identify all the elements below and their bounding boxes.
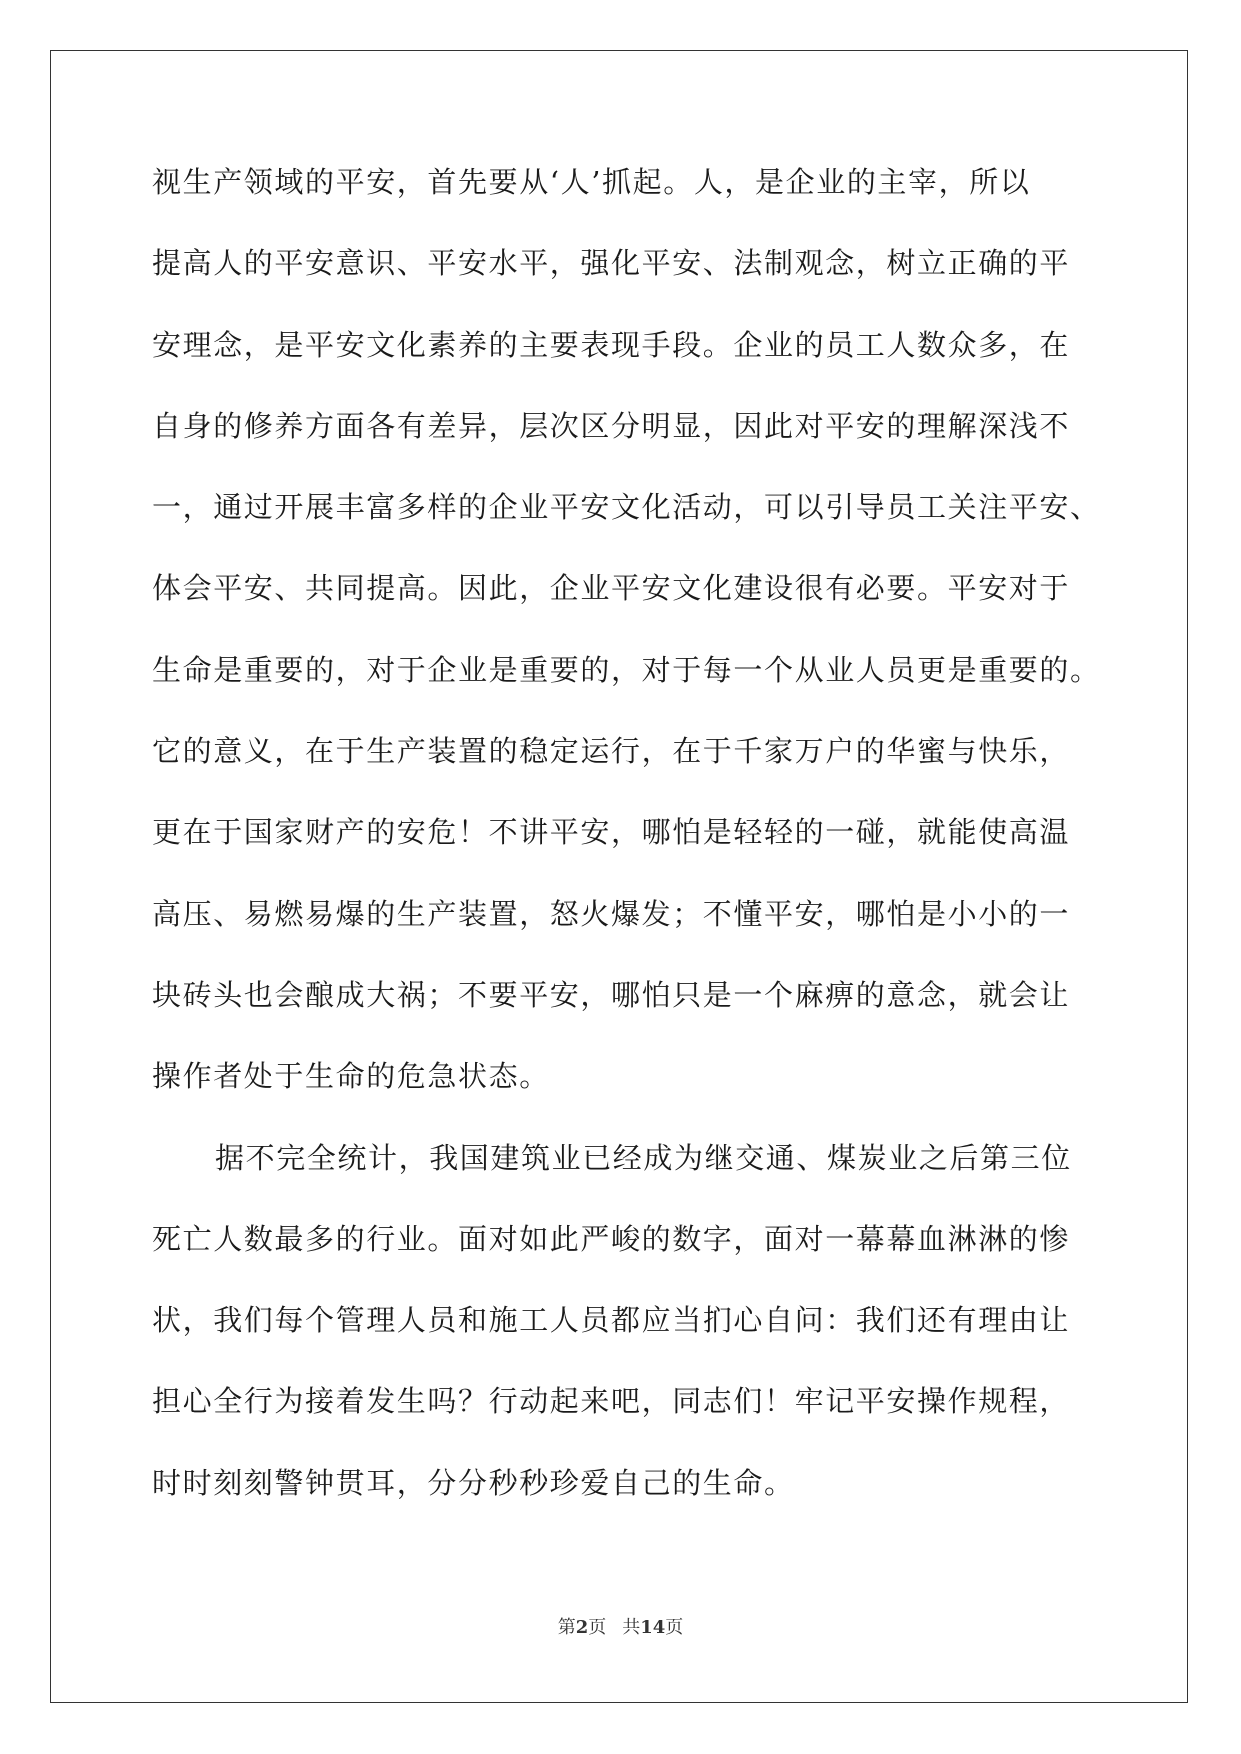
text-line: 状，我们每个管理人员和施工人员都应当扪心自问：我们还有理由让 bbox=[152, 1303, 1071, 1338]
text-line: 时时刻刻警钟贯耳，分分秒秒珍爱自己的生命。 bbox=[152, 1465, 795, 1500]
text-line: 体会平安、共同提高。因此，企业平安文化建设很有必要。平安对于 bbox=[152, 571, 1071, 606]
text-line: 块砖头也会酿成大祸；不要平安，哪怕只是一个麻痹的意念，就会让 bbox=[152, 977, 1071, 1012]
total-pages: 14 bbox=[640, 1617, 666, 1638]
text-line: 死亡人数最多的行业。面对如此严峻的数字，面对一幕幕血淋淋的惨 bbox=[152, 1221, 1071, 1256]
text-line: 安理念，是平安文化素养的主要表现手段。企业的员工人数众多，在 bbox=[152, 327, 1071, 362]
total-suffix: 页 bbox=[665, 1617, 684, 1638]
page-suffix: 页 bbox=[588, 1617, 607, 1638]
text-line: 一，通过开展丰富多样的企业平安文化活动，可以引导员工关注平安、 bbox=[152, 490, 1101, 525]
text-line: 提高人的平安意识、平安水平，强化平安、法制观念，树立正确的平 bbox=[152, 246, 1071, 281]
text-line: 它的意义，在于生产装置的稳定运行，在于千家万户的华蜜与快乐， bbox=[152, 734, 1071, 769]
text-line: 高压、易燃易爆的生产装置，怒火爆发；不懂平安，哪怕是小小的一 bbox=[152, 896, 1071, 931]
text-line: 担心全行为接着发生吗？行动起来吧，同志们！牢记平安操作规程， bbox=[152, 1384, 1071, 1419]
page-prefix: 第 bbox=[557, 1617, 576, 1638]
text-line: 自身的修养方面各有差异，层次区分明显，因此对平安的理解深浅不 bbox=[152, 408, 1071, 443]
text-line: 更在于国家财产的安危！不讲平安，哪怕是轻轻的一碰，就能使高温 bbox=[152, 815, 1071, 850]
document-body bbox=[152, 162, 1102, 1544]
text-line: 视生产领域的平安，首先要从‘人’抓起。人，是企业的主宰，所以 bbox=[152, 165, 1031, 199]
text-line: 操作者处于生命的危急状态。 bbox=[152, 1059, 550, 1094]
paragraph-start-line: 据不完全统计，我国建筑业已经成为继交通、煤炭业之后第三位 bbox=[215, 1140, 1072, 1175]
text-line: 生命是重要的，对于企业是重要的，对于每一个从业人员更是重要的。 bbox=[152, 652, 1101, 687]
page-number: 2 bbox=[575, 1617, 589, 1638]
page-footer bbox=[0, 1613, 1241, 1639]
total-prefix: 共 bbox=[622, 1617, 641, 1638]
